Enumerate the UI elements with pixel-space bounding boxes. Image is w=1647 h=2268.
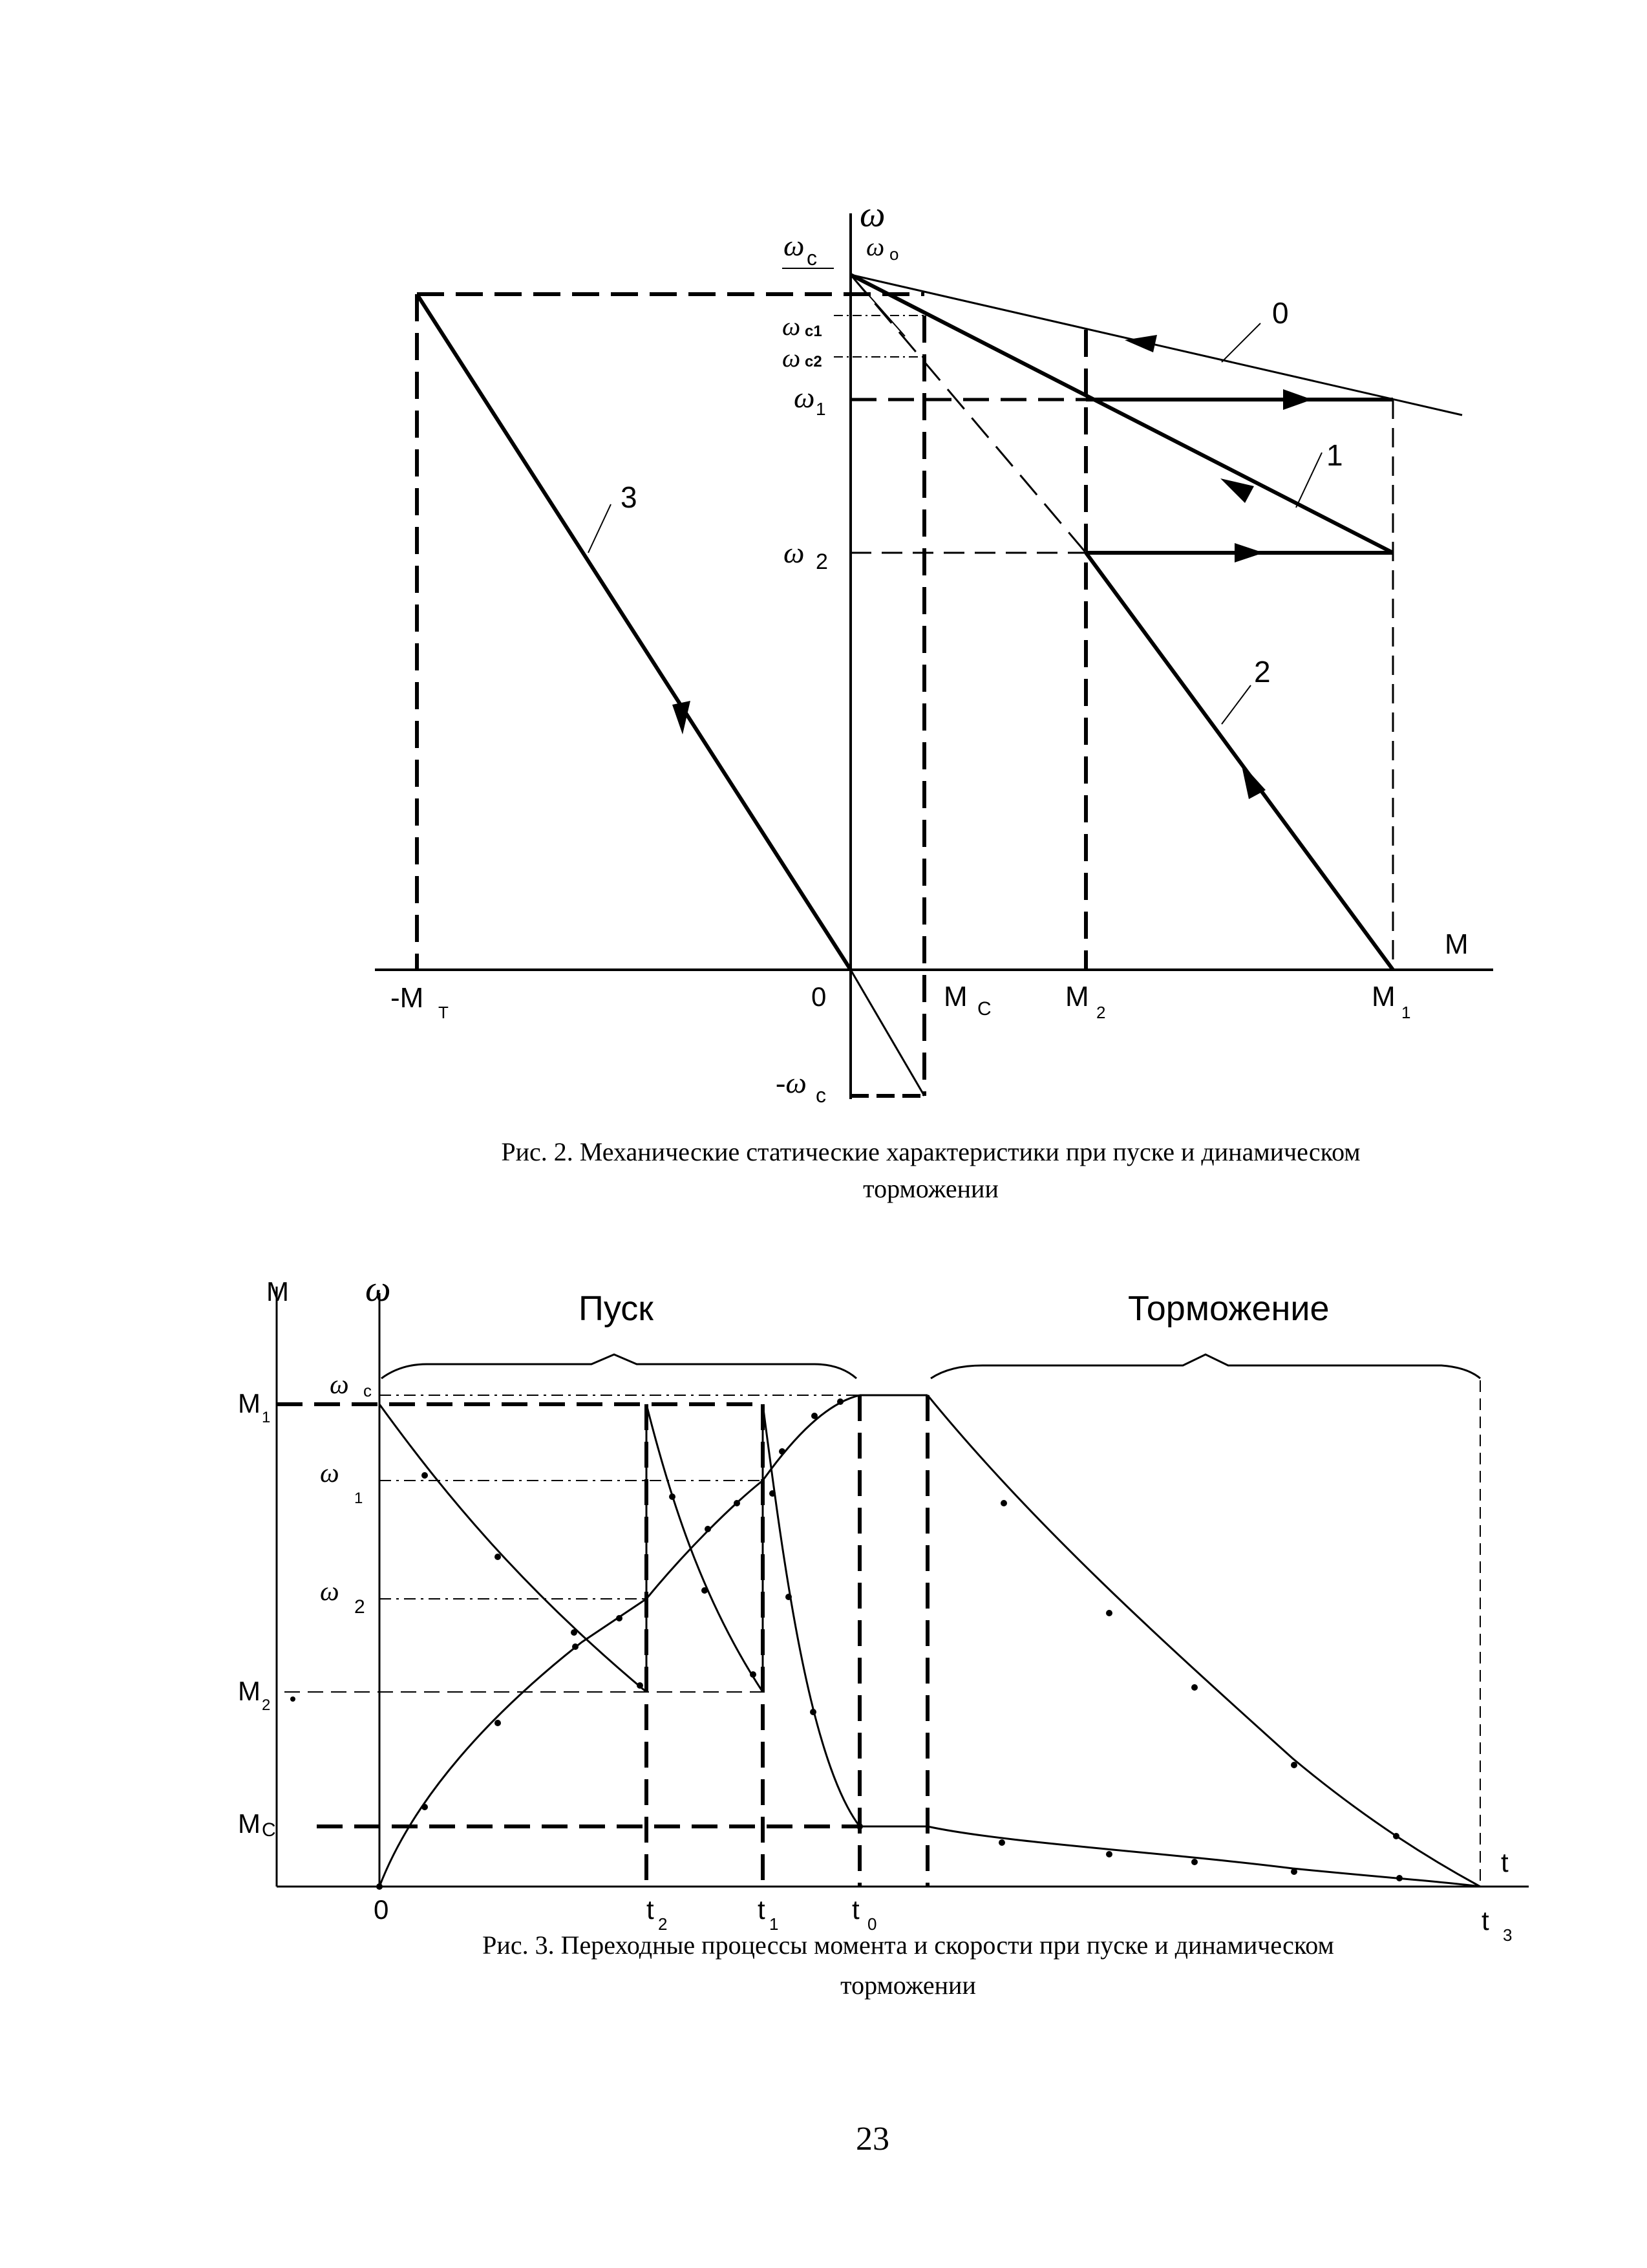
fig2-curve-2-dashed xyxy=(851,275,1086,553)
fig3-t3-label: t xyxy=(1482,1905,1489,1936)
fig2-omega2-arrow xyxy=(1235,543,1264,562)
fig2-omega-c-label: ω xyxy=(783,229,805,262)
fig2-curve-3-leader xyxy=(588,504,611,553)
fig3-phase-start-label: Пуск xyxy=(579,1289,653,1328)
fig3-data-dots xyxy=(290,1398,1403,1890)
fig2-reverse-line xyxy=(851,970,924,1096)
fig3-caption-line2: торможении xyxy=(840,1971,976,2000)
fig2-tick-mc-sub: C xyxy=(977,998,992,1020)
fig3-omega-2-label: ω xyxy=(320,1577,339,1607)
fig2-curve-1 xyxy=(851,275,1393,553)
fig2-small-line-top xyxy=(851,275,905,336)
fig2-tick-m1-sub: 1 xyxy=(1401,1003,1411,1022)
figure-3 xyxy=(238,1269,1529,2000)
fig2-curve-1-leader xyxy=(1296,453,1322,508)
fig3-m1-label: M xyxy=(238,1388,260,1418)
fig2-curve-0-arrow xyxy=(1125,335,1157,352)
fig2-tick-m2: M xyxy=(1065,981,1089,1012)
fig2-curve-0-leader xyxy=(1222,323,1260,362)
fig2-tick-neg-mt-sub: T xyxy=(438,1003,449,1022)
fig2-omega-c1-label: ω xyxy=(782,312,801,341)
fig2-omega-0-label: ω xyxy=(866,232,885,261)
fig3-torque-curve-stage2 xyxy=(646,1404,763,1692)
fig2-caption-line2: торможении xyxy=(863,1174,999,1203)
fig2-tick-neg-mt: -M xyxy=(390,982,424,1014)
fig3-omega-2-sub: 2 xyxy=(354,1596,365,1618)
page-number: 23 xyxy=(856,2121,889,2157)
fig3-omega-1-sub: 1 xyxy=(354,1490,363,1507)
fig3-m2-label: M xyxy=(238,1676,260,1706)
fig2-omega-0-sub: o xyxy=(889,244,899,264)
fig3-m2-sub: 2 xyxy=(262,1696,271,1714)
fig2-curve-2 xyxy=(1086,553,1393,970)
fig3-m1-sub: 1 xyxy=(262,1409,271,1426)
fig2-axis-omega-label: ω xyxy=(860,195,886,235)
fig2-curve-3-label: 3 xyxy=(621,480,637,514)
fig2-caption-line1: Рис. 2. Механические статические характеристики при пуске и динамическом xyxy=(501,1137,1361,1166)
fig3-brace-start xyxy=(381,1354,856,1378)
fig3-axis-omega-label: ω xyxy=(365,1269,391,1309)
fig2-omega-c2-label: ω xyxy=(782,343,801,372)
fig3-t0-sub: 0 xyxy=(867,1914,877,1934)
fig3-t2-sub: 2 xyxy=(658,1914,668,1934)
fig3-omega-c-sub: c xyxy=(363,1381,372,1400)
fig2-curve-0 xyxy=(851,275,1462,415)
fig2-omega1-arrow xyxy=(1283,389,1312,410)
fig3-t1-sub: 1 xyxy=(769,1914,779,1934)
fig2-neg-omega-c-sub: c xyxy=(816,1084,826,1107)
fig2-omega-c2-sub: c2 xyxy=(805,353,822,370)
fig2-tick-m2-sub: 2 xyxy=(1096,1003,1106,1022)
fig2-tick-m1: M xyxy=(1372,981,1396,1012)
fig3-omega-c-label: ω xyxy=(330,1370,349,1400)
fig2-omega-1-sub: 1 xyxy=(816,399,826,419)
fig2-omega-2-sub: 2 xyxy=(816,550,828,574)
fig3-axis-t-label: t xyxy=(1501,1847,1509,1878)
fig2-curve-3 xyxy=(417,294,851,970)
fig3-t1-label: t xyxy=(758,1894,765,1925)
fig3-brace-brake xyxy=(931,1354,1480,1378)
fig3-torque-curve-stage3 xyxy=(763,1404,860,1826)
fig3-phase-brake-label: Торможение xyxy=(1128,1289,1330,1328)
fig3-t2-label: t xyxy=(646,1894,654,1925)
fig2-curve-0-label: 0 xyxy=(1272,296,1289,330)
fig3-mc-label: M xyxy=(238,1808,260,1839)
fig2-curve-2-leader xyxy=(1222,685,1251,724)
fig3-caption-line1: Рис. 3. Переходные процессы момента и скорости при пуске и динамическом xyxy=(482,1931,1334,1960)
figure-2 xyxy=(375,195,1493,1203)
fig2-tick-mc: M xyxy=(944,981,968,1012)
fig3-t3-sub: 3 xyxy=(1503,1925,1513,1945)
fig2-omega-c1-sub: c1 xyxy=(805,323,822,340)
fig2-axis-m-label: M xyxy=(1445,928,1469,960)
fig3-speed-curve-brake xyxy=(928,1395,1480,1887)
fig2-curve-1-arrow xyxy=(1220,478,1254,503)
fig2-curve-1-label: 1 xyxy=(1326,438,1343,472)
fig2-tick-zero: 0 xyxy=(811,981,827,1012)
fig2-omega-1-label: ω xyxy=(794,381,815,414)
fig2-neg-omega-c-label: -ω xyxy=(776,1066,807,1099)
fig2-curve-2-label: 2 xyxy=(1254,655,1271,689)
fig3-axis-m-label: M xyxy=(266,1276,289,1307)
fig2-omega-2-label: ω xyxy=(783,536,805,569)
fig3-omega-1-label: ω xyxy=(320,1459,339,1488)
fig3-t-zero-label: 0 xyxy=(374,1894,389,1925)
fig3-torque-curve-stage1 xyxy=(379,1404,646,1692)
fig3-mc-sub: C xyxy=(262,1819,276,1841)
fig3-t0-label: t xyxy=(852,1894,860,1925)
fig2-omega-c-sub: c xyxy=(807,246,817,270)
fig3-speed-curve-start xyxy=(379,1395,860,1887)
